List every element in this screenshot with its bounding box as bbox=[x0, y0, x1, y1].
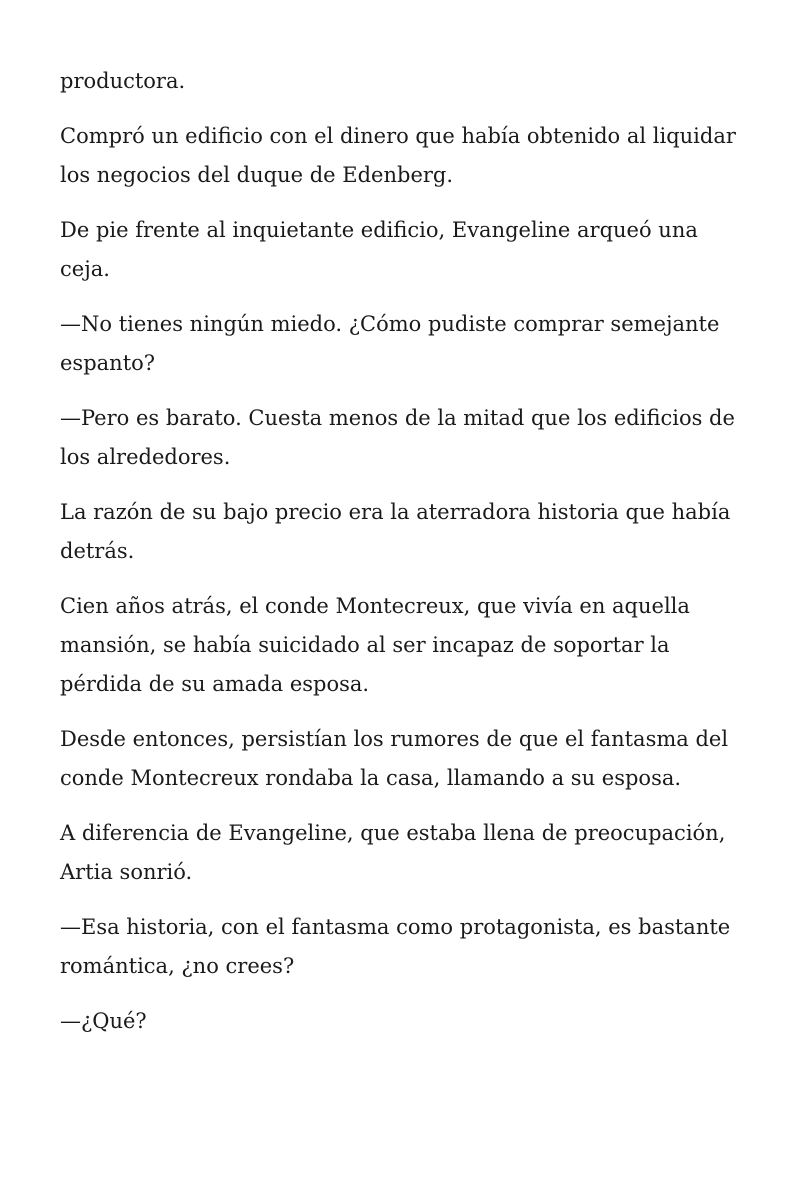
paragraph: —Pero es barato. Cuesta menos de la mitad que los edificios de los alrededores. bbox=[60, 406, 735, 469]
paragraph: Desde entonces, persistían los rumores de que el fantasma del conde Montecreux rondaba la casa, llamando a su esposa. bbox=[60, 727, 729, 790]
paragraph: —Esa historia, con el fantasma como protagonista, es bastante romántica, ¿no crees? bbox=[60, 915, 731, 978]
paragraph: productora. bbox=[60, 69, 186, 93]
paragraph: Cien años atrás, el conde Montecreux, que vivía en aquella mansión, se había suicidado al ser incapaz de soportar la pérdida de su amada esposa. bbox=[60, 594, 690, 696]
paragraph: Compró un edificio con el dinero que había obtenido al liquidar los negocios del duque de Edenberg. bbox=[60, 124, 736, 187]
paragraph: La razón de su bajo precio era la aterradora historia que había detrás. bbox=[60, 500, 731, 563]
paragraph: —¿Qué? bbox=[60, 1009, 147, 1033]
paragraph: De pie frente al inquietante edificio, Evangeline arqueó una ceja. bbox=[60, 218, 698, 281]
paragraph: —No tienes ningún miedo. ¿Cómo pudiste comprar semejante espanto? bbox=[60, 312, 720, 375]
paragraph: A diferencia de Evangeline, que estaba llena de preocupación, Artia sonrió. bbox=[60, 821, 726, 884]
